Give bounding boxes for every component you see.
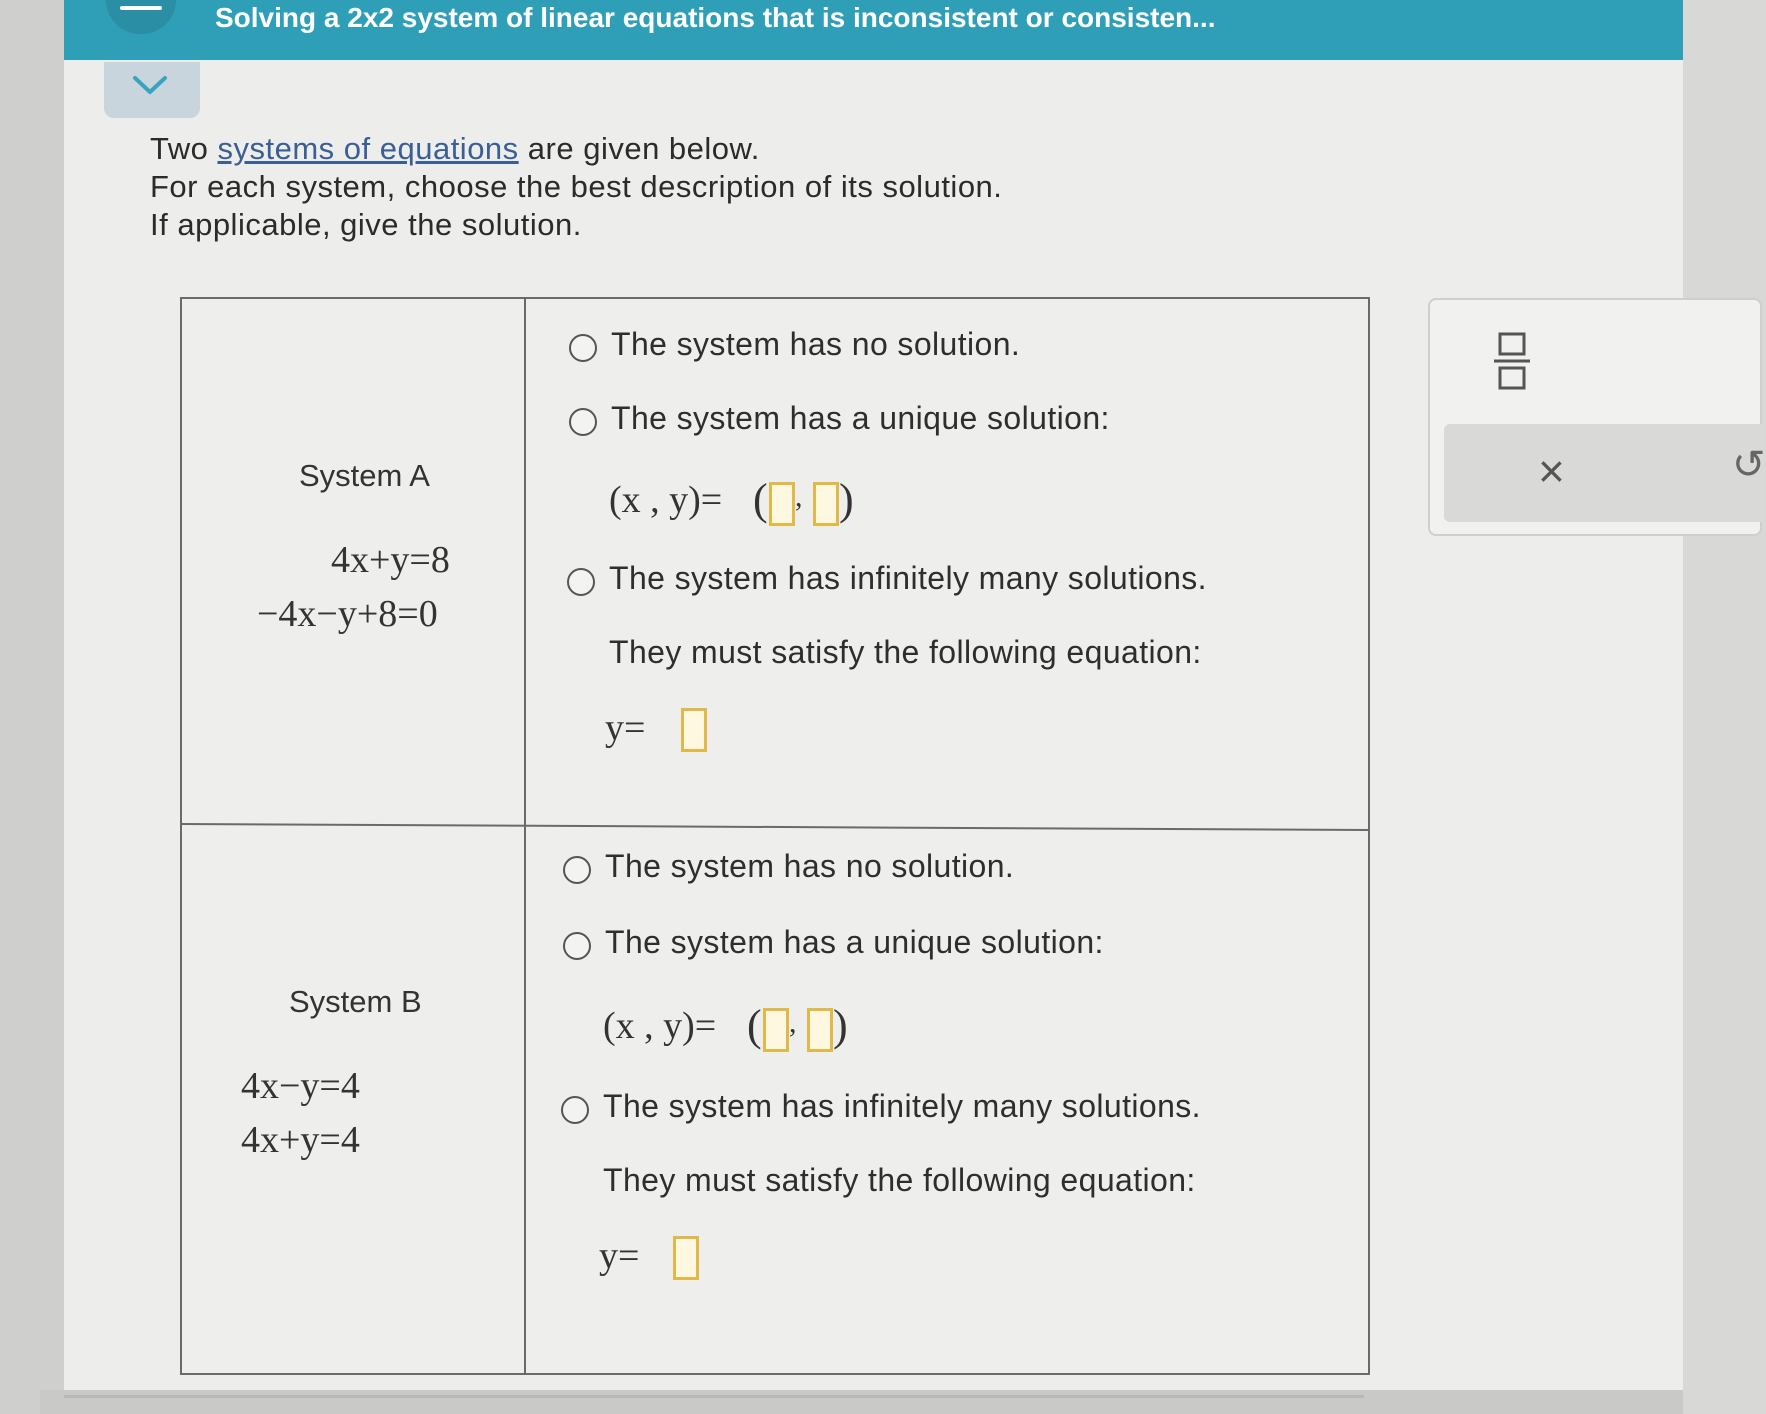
system-a-radio-infinite[interactable] — [567, 568, 595, 596]
collapse-button[interactable] — [104, 62, 200, 118]
page — [64, 0, 1766, 1390]
system-a-open-paren: ( — [753, 475, 768, 524]
system-b-unique-label: The system has a unique solution: — [605, 924, 1104, 960]
system-a-equation-input[interactable] — [681, 708, 707, 752]
system-b-radio-no-solution[interactable] — [563, 856, 591, 884]
system-a-title: System A — [299, 458, 430, 493]
system-a-eq2: −4x−y+8=0 — [257, 593, 438, 635]
system-b-title: System B — [289, 984, 422, 1019]
system-a-xy-label: (x , y)= — [609, 479, 723, 521]
system-a-satisfy-label: They must satisfy the following equation: — [609, 634, 1202, 670]
system-a-close-paren: ) — [839, 475, 854, 524]
system-a-comma: , — [795, 480, 803, 513]
system-a-unique-label: The system has a unique solution: — [611, 400, 1110, 436]
system-b-equation-input[interactable] — [673, 1236, 699, 1280]
systems-table — [179, 296, 1371, 1376]
system-b-close-paren: ) — [833, 1001, 848, 1050]
system-b-y-label: y= — [599, 1235, 640, 1277]
system-b-xy-label: (x , y)= — [603, 1005, 717, 1047]
system-a-x-input[interactable] — [769, 482, 795, 526]
intro-line-3: If applicable, give the solution. — [150, 207, 582, 242]
system-b-radio-infinite[interactable] — [561, 1096, 589, 1124]
chevron-down-icon — [132, 74, 168, 96]
clear-button[interactable]: × — [1538, 445, 1565, 497]
toolbar-actions — [1444, 424, 1764, 522]
header-bar — [64, 0, 1683, 60]
system-b-satisfy-label: They must satisfy the following equation: — [603, 1162, 1196, 1198]
system-b-y-input[interactable] — [807, 1008, 833, 1052]
system-a-infinite-label: The system has infinitely many solutions. — [609, 560, 1207, 596]
system-b-infinite-label: The system has infinitely many solutions. — [603, 1088, 1201, 1124]
fraction-icon[interactable] — [1492, 330, 1532, 392]
system-b-radio-unique[interactable] — [563, 932, 591, 960]
system-b-open-paren: ( — [747, 1001, 762, 1050]
bottom-divider — [64, 1395, 1364, 1398]
undo-icon[interactable]: ↺ — [1732, 443, 1766, 487]
system-a-eq1: 4x+y=8 — [331, 539, 450, 581]
intro-text: Two — [150, 131, 218, 166]
bottom-bar — [40, 1390, 1683, 1414]
system-a-no-solution-label: The system has no solution. — [611, 326, 1021, 362]
system-b-no-solution-label: The system has no solution. — [605, 848, 1015, 884]
system-a-y-input[interactable] — [813, 482, 839, 526]
system-a-radio-no-solution[interactable] — [569, 334, 597, 362]
system-b-eq2: 4x+y=4 — [241, 1119, 360, 1161]
math-toolbar — [1428, 298, 1766, 536]
menu-icon — [120, 6, 162, 10]
systems-link[interactable]: systems of equations — [217, 131, 519, 166]
intro-text: are given below. — [518, 131, 760, 166]
system-b-comma: , — [789, 1006, 797, 1039]
page-title: Solving a 2x2 system of linear equations that is inconsistent or consisten... — [215, 2, 1216, 33]
system-a-y-label: y= — [605, 707, 646, 749]
system-b-eq1: 4x−y=4 — [241, 1065, 360, 1107]
system-a-radio-unique[interactable] — [569, 408, 597, 436]
problem-intro — [150, 130, 1002, 244]
left-edge — [0, 0, 64, 1414]
intro-line-2: For each system, choose the best description of its solution. — [150, 169, 1003, 204]
system-b-x-input[interactable] — [763, 1008, 789, 1052]
